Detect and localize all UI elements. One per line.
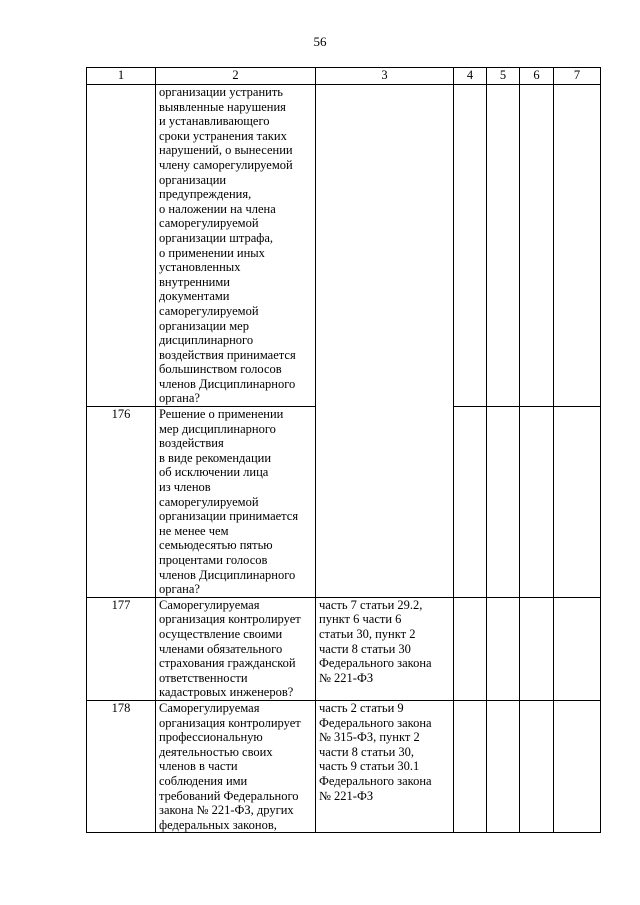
table-row xyxy=(87,700,601,832)
table-row xyxy=(87,85,601,407)
answer-cell-col-6 xyxy=(520,700,554,832)
law-reference-line: Федерального закона xyxy=(319,656,432,671)
question-line: соблюдения ими xyxy=(159,773,248,788)
question-line: семьюдесятью пятью xyxy=(159,538,273,553)
question-line: мер дисциплинарного xyxy=(159,421,276,436)
answer-cell-col-6 xyxy=(520,597,554,700)
question-line: из членов xyxy=(159,480,211,495)
law-reference-line: часть 9 статьи 30.1 xyxy=(319,759,420,774)
row-number: 176 xyxy=(87,407,156,598)
question-line: о применении иных xyxy=(159,245,265,260)
question-line: о наложении на члена xyxy=(159,201,276,216)
row-number: 178 xyxy=(87,700,156,832)
answer-cell-col-4 xyxy=(454,85,487,407)
question-cell xyxy=(156,85,316,407)
question-line: установленных xyxy=(159,260,241,275)
question-line: саморегулируемой xyxy=(159,494,259,509)
question-line: предупреждения, xyxy=(159,187,252,202)
question-line: профессиональную xyxy=(159,730,263,745)
question-line: организации xyxy=(159,172,227,187)
question-line: членами обязательного xyxy=(159,641,283,656)
column-number-7: 7 xyxy=(554,68,601,85)
question-line: воздействия принимается xyxy=(159,347,296,362)
question-line: дисциплинарного xyxy=(159,333,254,348)
answer-cell-col-4 xyxy=(454,407,487,598)
answer-cell-col-5 xyxy=(487,407,520,598)
page-number: 56 xyxy=(313,34,327,49)
question-line: закона № 221-ФЗ, других xyxy=(159,803,294,818)
question-line: требований Федерального xyxy=(159,788,299,803)
answer-cell-col-6 xyxy=(520,407,554,598)
question-cell xyxy=(156,597,316,700)
answer-cell-col-5 xyxy=(487,85,520,407)
law-reference-cell xyxy=(316,597,454,700)
answer-cell-col-4 xyxy=(454,597,487,700)
answer-cell-col-4 xyxy=(454,700,487,832)
question-line: организации штрафа, xyxy=(159,230,274,245)
column-number-5: 5 xyxy=(487,68,520,85)
question-line: организации мер xyxy=(159,318,249,333)
question-cell xyxy=(156,407,316,598)
question-line: федеральных законов, xyxy=(159,817,277,832)
question-line: документами xyxy=(159,289,230,304)
question-line: сроки устранения таких xyxy=(159,128,287,143)
answer-cell-col-6 xyxy=(520,85,554,407)
table-row xyxy=(87,597,601,700)
law-reference-line: часть 2 статьи 9 xyxy=(319,700,404,715)
law-reference-line: части 8 статьи 30 xyxy=(319,641,411,656)
question-line: организации устранить xyxy=(159,85,283,99)
question-line: осуществление своими xyxy=(159,626,283,641)
question-line: организация контролирует xyxy=(159,715,301,730)
answer-cell-col-7 xyxy=(554,700,601,832)
checklist-table xyxy=(86,67,601,833)
question-line: Саморегулируемая xyxy=(159,597,260,612)
question-line: Саморегулируемая xyxy=(159,700,260,715)
answer-cell-col-7 xyxy=(554,85,601,407)
column-number-4: 4 xyxy=(454,68,487,85)
question-line: ответственности xyxy=(159,670,248,685)
question-line: организация контролирует xyxy=(159,612,301,627)
question-line: в виде рекомендации xyxy=(159,450,272,465)
question-line: страхования гражданской xyxy=(159,656,296,671)
law-reference-line: № 221-ФЗ xyxy=(319,670,374,685)
question-line: органа? xyxy=(159,582,200,597)
column-number-2: 2 xyxy=(156,68,316,85)
question-line: саморегулируемой xyxy=(159,216,259,231)
question-line: деятельностью своих xyxy=(159,744,273,759)
law-reference-line: Федерального закона xyxy=(319,715,432,730)
question-line: об исключении лица xyxy=(159,465,269,480)
law-reference-line: № 315-ФЗ, пункт 2 xyxy=(319,730,420,745)
question-line: нарушений, о вынесении xyxy=(159,143,293,158)
law-reference-line: Федерального закона xyxy=(319,773,432,788)
question-line: большинством голосов xyxy=(159,362,282,377)
column-numbers-row xyxy=(87,68,601,85)
question-line: внутренними xyxy=(159,274,230,289)
answer-cell-col-7 xyxy=(554,597,601,700)
question-line: Решение о применении xyxy=(159,407,284,422)
law-reference-line: части 8 статьи 30, xyxy=(319,744,415,759)
question-line: членов Дисциплинарного xyxy=(159,376,296,391)
question-line: не менее чем xyxy=(159,523,229,538)
law-reference-line: часть 7 статьи 29.2, xyxy=(319,597,423,612)
question-line: членов Дисциплинарного xyxy=(159,567,296,582)
answer-cell-col-5 xyxy=(487,597,520,700)
question-cell xyxy=(156,700,316,832)
law-reference-line: пункт 6 части 6 xyxy=(319,612,402,627)
answer-cell-col-5 xyxy=(487,700,520,832)
law-reference-line: статьи 30, пункт 2 xyxy=(319,626,416,641)
law-reference-line: № 221-ФЗ xyxy=(319,788,374,803)
question-line: и устанавливающего xyxy=(159,114,270,129)
law-reference-cell xyxy=(316,85,454,598)
answer-cell-col-7 xyxy=(554,407,601,598)
question-line: органа? xyxy=(159,391,200,406)
column-number-3: 3 xyxy=(316,68,454,85)
question-line: кадастровых инженеров? xyxy=(159,685,294,700)
question-line: выявленные нарушения xyxy=(159,99,286,114)
row-number xyxy=(87,85,156,407)
column-number-1: 1 xyxy=(87,68,156,85)
question-line: организации принимается xyxy=(159,509,299,524)
question-line: воздействия xyxy=(159,436,224,451)
column-number-6: 6 xyxy=(520,68,554,85)
question-line: саморегулируемой xyxy=(159,303,259,318)
question-line: процентами голосов xyxy=(159,553,268,567)
row-number: 177 xyxy=(87,597,156,700)
law-reference-cell xyxy=(316,700,454,832)
question-line: членов в части xyxy=(159,759,238,774)
question-line: члену саморегулируемой xyxy=(159,157,293,172)
